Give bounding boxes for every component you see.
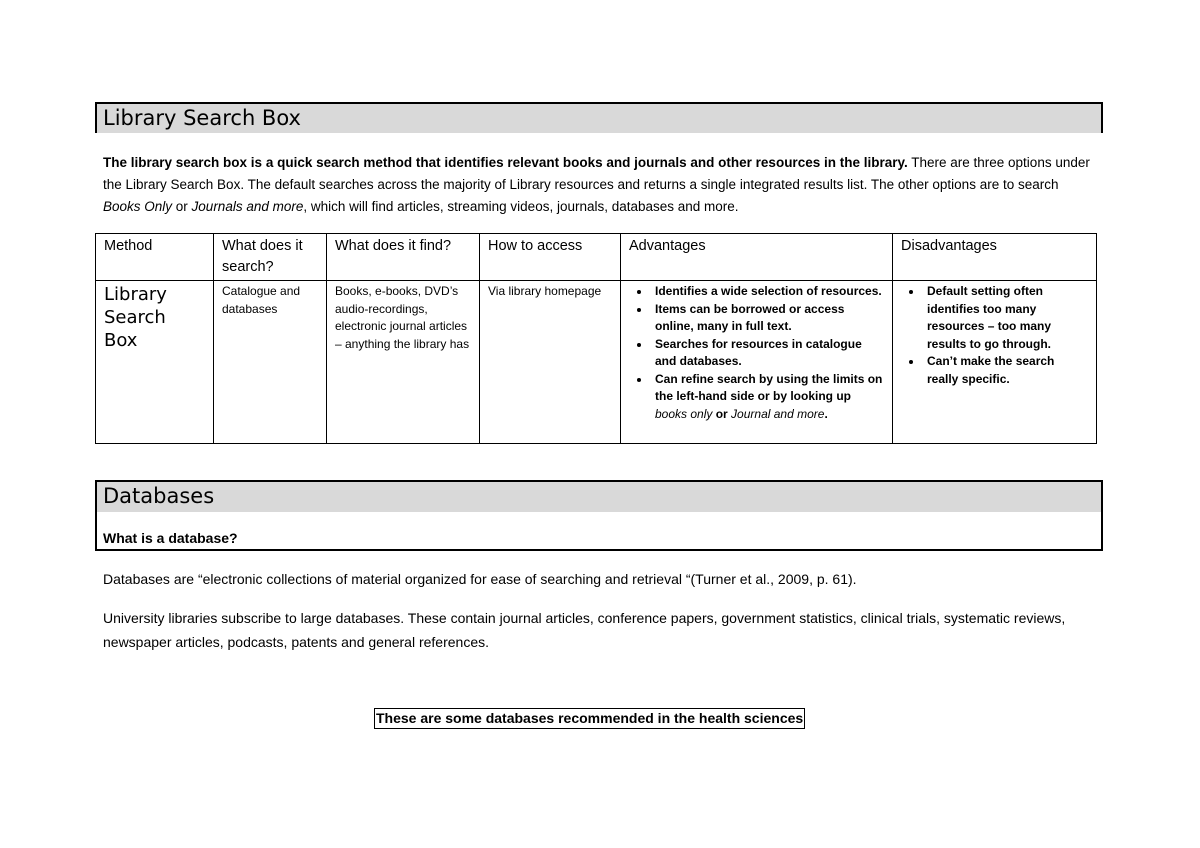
intro-text: There are three options under the Library Search Box. The default searches across the majority of Library resources and returns a single integrated results list. The other options are to search [103, 155, 1090, 192]
method-cell: Library Search Box [96, 281, 214, 444]
table-header: Method [96, 234, 214, 281]
section-title: Library Search Box [97, 104, 1101, 133]
list-item: • Searches for resources in catalogue and databases. [651, 336, 884, 371]
intro-journals-and-more: Journals and more [191, 199, 304, 214]
database-definition: Databases are “electronic collections of material organized for ease of searching and retrieval “(Turner et al., 2009, p. 61). [103, 571, 857, 587]
list-item: • Can’t make the search really specific. [923, 353, 1088, 388]
recommended-databases-label: These are some databases recommended in the health sciences [374, 708, 805, 729]
intro-books-only: Books Only [103, 199, 173, 214]
journal-and-more-text: Journal and more [731, 406, 825, 421]
university-paragraph: University libraries subscribe to large databases. These contain journal articles, conference papers, government statistics, clinical trials, systematic reviews, newspaper articles, podcasts, patents and general references. [103, 610, 1066, 650]
finds-cell: Books, e-books, DVD’s audio-recordings, electronic journal articles – anything the library has [327, 281, 480, 444]
list-item-text: Can refine search by using the limits on the left-hand side or by looking up [655, 371, 883, 403]
intro-bold-text: The library search box is a quick search method that identifies relevant books and journals and other resources in the library. [103, 155, 908, 170]
disadvantages-cell [893, 281, 1097, 444]
advantages-cell [621, 281, 893, 444]
library-search-box-heading [95, 102, 1103, 133]
subheading: What is a database? [103, 530, 238, 546]
list-item [651, 371, 884, 424]
methods-table [95, 233, 1097, 444]
table-row [96, 281, 1097, 444]
access-cell: Via library homepage [480, 281, 621, 444]
intro-text-end: , which will find articles, streaming videos, journals, databases and more. [303, 199, 739, 214]
books-only-text: books only [655, 406, 713, 421]
list-item: • Default setting often identifies too many resources – too many results to go through. [923, 283, 1088, 353]
list-item: • Items can be borrowed or access online, many in full text. [651, 301, 884, 336]
table-header-row [96, 234, 1097, 281]
period-text: . [824, 406, 828, 421]
list-item: • Identifies a wide selection of resources. [651, 283, 884, 301]
disadvantages-list [901, 283, 1088, 388]
table-header: Disadvantages [893, 234, 1097, 281]
databases-heading [95, 480, 1103, 551]
intro-or: or [172, 199, 192, 214]
table-header: Advantages [621, 234, 893, 281]
table-header: What does it search? [214, 234, 327, 281]
or-text: or [712, 406, 732, 421]
searches-cell: Catalogue and databases [214, 281, 327, 444]
advantages-list [629, 283, 884, 423]
intro-paragraph [103, 152, 1093, 218]
table-header: What does it find? [327, 234, 480, 281]
table-header: How to access [480, 234, 621, 281]
section-title: Databases [97, 482, 1101, 512]
